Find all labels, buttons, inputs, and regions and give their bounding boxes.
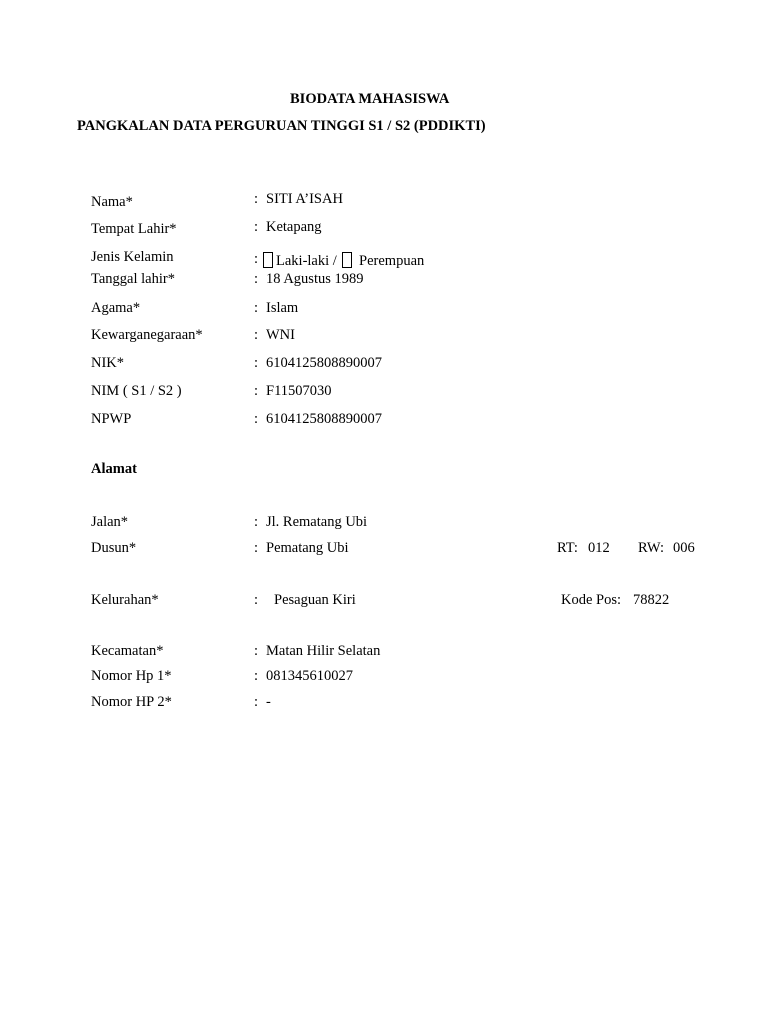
label-jalan: Jalan* <box>91 514 129 530</box>
label-kelurahan: Kelurahan* <box>91 592 159 608</box>
label-nik: NIK* <box>91 355 125 371</box>
value-nama: SITI A’ISAH <box>266 191 343 207</box>
value-dusun: Pematang Ubi <box>266 540 349 556</box>
label-kecamatan: Kecamatan* <box>91 643 164 659</box>
value-kewarganegaraan: WNI <box>266 327 295 343</box>
value-nik: 6104125808890007 <box>266 355 382 371</box>
colon: : <box>254 411 259 427</box>
colon: : <box>254 668 259 684</box>
value-kode-pos: 78822 <box>633 592 670 608</box>
document-title: BIODATA MAHASISWA <box>290 91 450 107</box>
gender-options <box>263 252 424 269</box>
option-perempuan: Perempuan <box>359 253 425 269</box>
colon: : <box>254 251 259 267</box>
colon: : <box>254 355 259 371</box>
colon: : <box>254 219 259 235</box>
colon: : <box>254 643 259 659</box>
colon: : <box>254 271 259 287</box>
value-hp1: 081345610027 <box>266 668 353 684</box>
colon: : <box>254 514 259 530</box>
label-kode-pos: Kode Pos: <box>561 592 622 608</box>
value-npwp: 6104125808890007 <box>266 411 382 427</box>
checkbox-perempuan[interactable] <box>342 252 352 268</box>
label-agama: Agama* <box>91 300 141 316</box>
colon: : <box>254 694 259 710</box>
document-subtitle: PANGKALAN DATA PERGURUAN TINGGI S1 / S2 (PDDIKTI) <box>77 118 486 134</box>
label-dusun: Dusun* <box>91 540 137 556</box>
label-nim: NIM ( S1 / S2 ) <box>91 383 182 399</box>
label-tanggal-lahir: Tanggal lahir* <box>91 271 175 287</box>
label-hp1: Nomor Hp 1* <box>91 668 172 684</box>
value-kecamatan: Matan Hilir Selatan <box>266 643 381 659</box>
colon: : <box>254 383 259 399</box>
label-tempat-lahir: Tempat Lahir* <box>91 221 177 237</box>
colon: : <box>254 191 259 207</box>
value-nim: F11507030 <box>266 383 332 399</box>
value-rt: 012 <box>588 540 610 556</box>
value-kelurahan: Pesaguan Kiri <box>274 592 356 608</box>
label-npwp: NPWP <box>91 411 132 427</box>
label-nama: Nama* <box>91 194 133 210</box>
option-laki-laki: Laki-laki / <box>276 253 337 269</box>
label-rt: RT: <box>557 540 578 556</box>
value-jalan: Jl. Rematang Ubi <box>266 514 368 530</box>
label-jenis-kelamin: Jenis Kelamin <box>91 249 174 265</box>
value-hp2: - <box>266 694 271 710</box>
value-rw: 006 <box>673 540 695 556</box>
value-agama: Islam <box>266 300 299 316</box>
colon: : <box>254 300 259 316</box>
value-tanggal-lahir: 18 Agustus 1989 <box>266 271 364 287</box>
label-rw: RW: <box>638 540 665 556</box>
colon: : <box>254 327 259 343</box>
label-kewarganegaraan: Kewarganegaraan* <box>91 327 203 343</box>
section-alamat: Alamat <box>91 461 137 477</box>
checkbox-laki-laki[interactable] <box>263 252 273 268</box>
value-tempat-lahir: Ketapang <box>266 219 322 235</box>
label-hp2: Nomor HP 2* <box>91 694 172 710</box>
colon: : <box>254 540 259 556</box>
colon: : <box>254 592 259 608</box>
